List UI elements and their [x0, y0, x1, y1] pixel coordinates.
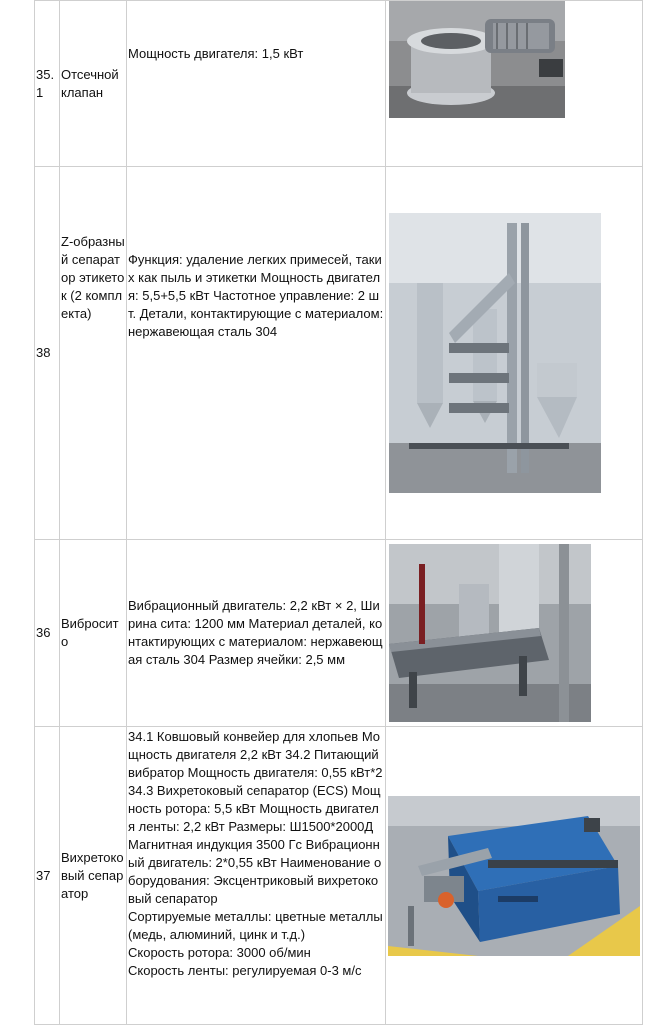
- equipment-name: Вихретоковый сепаратор: [60, 727, 127, 1025]
- table-row: [35, 167, 643, 540]
- row-number: 37: [35, 727, 60, 1025]
- equipment-photo-cell: [386, 167, 643, 540]
- zigzag-separator-photo: [389, 213, 601, 493]
- equipment-description: [127, 727, 386, 1025]
- description-text: Функция: удаление легких примесей, таких как пыль и этикетки Мощность двигателя: 5,5+5,5 кВт Частотное управление: 2 шт. Детали, контактирующие с материалом: нержавеющая сталь 304: [128, 252, 384, 339]
- table-row: [35, 1, 643, 167]
- equipment-name: Z-образный сепаратор этикеток (2 комплекта): [60, 167, 127, 540]
- equipment-photo-cell: [386, 540, 643, 727]
- equipment-name: Отсечной клапан: [60, 1, 127, 167]
- equipment-photo-cell: [386, 1, 643, 167]
- rotary-valve-photo: [389, 1, 565, 118]
- eddy-current-separator-photo: [388, 796, 640, 956]
- equipment-description: [127, 540, 386, 727]
- equipment-name: Вибросито: [60, 540, 127, 727]
- row-number: 35.1: [35, 1, 60, 167]
- description-text: Мощность двигателя: 1,5 кВт: [128, 46, 304, 61]
- equipment-spec-table: [34, 0, 643, 1025]
- description-text: Сортируемые металлы: цветные металлы (медь, алюминий, цинк и т.д.): [128, 909, 383, 942]
- description-text: Вибрационный двигатель: 2,2 кВт × 2, Ширина сита: 1200 мм Материал деталей, контактирующих с материалом: нержавеющая сталь 304 Размер ячейки: 2,5 мм: [128, 598, 383, 667]
- description-text: Скорость ленты: регулируемая 0-3 м/с: [128, 963, 362, 978]
- table-row: [35, 540, 643, 727]
- row-number: 36: [35, 540, 60, 727]
- description-text: 34.1 Ковшовый конвейер для хлопьев Мощность двигателя 2,2 кВт 34.2 Питающий вибратор Мощность двигателя: 0,55 кВт*2 34.3 Вихретоковый сепаратор (ECS) Мощность ротора: 5,5 кВт Мощность двигателя ленты: 2,2 кВт Размеры: Ш1500*2000Д Магнитная индукция 3500 Гс Вибрационный двигатель: 2*0,55 кВт Наименование оборудования: Эксцентриковый вихретоковый сепаратор: [128, 729, 383, 906]
- description-text: Скорость ротора: 3000 об/мин: [128, 945, 311, 960]
- equipment-photo-cell: [386, 727, 643, 1025]
- equipment-description: [127, 167, 386, 540]
- row-number: 38: [35, 167, 60, 540]
- vibrating-screen-photo: [389, 544, 591, 722]
- equipment-description: [127, 1, 386, 167]
- table-row: [35, 727, 643, 1025]
